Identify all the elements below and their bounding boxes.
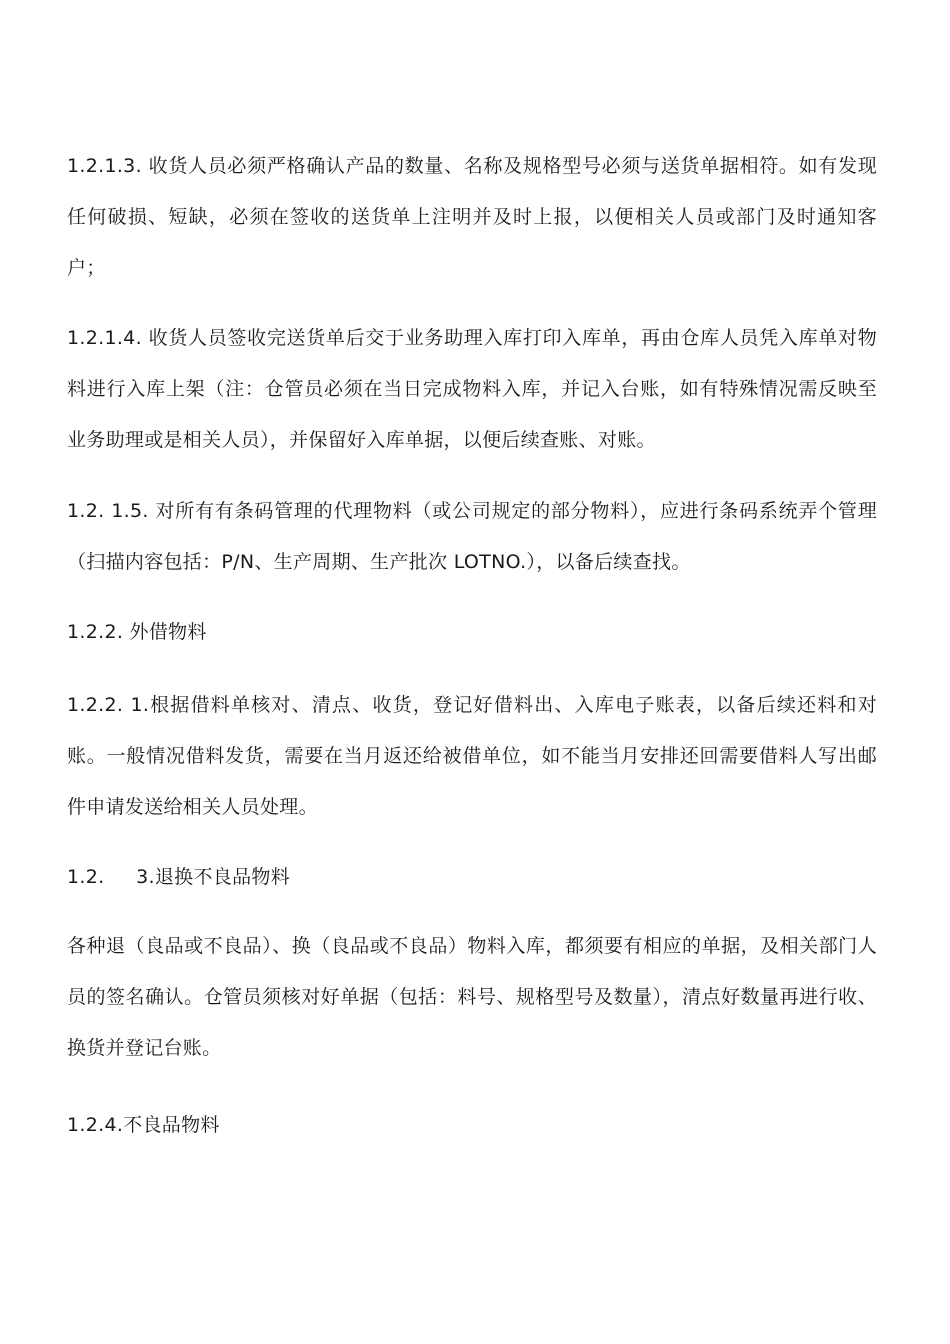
heading-1-2-4: 1.2.4.不良品物料 [67,1114,220,1136]
paragraph-1-2-1-3: 1.2.1.3. 收货人员必须严格确认产品的数量、名称及规格型号必须与送货单据相符。如有发现任何破损、短缺，必须在签收的送货单上注明并及时上报，以便相关人员或部门及时通知客户； [67,155,877,279]
paragraph-returns: 各种退（良品或不良品）、换（良品或不良品）物料入库，都须要有相应的单据，及相关部门人员的签名确认。仓管员须核对好单据（包括：料号、规格型号及数量），清点好数量再进行收、换货并登记台账。 [67,935,877,1059]
paragraph-1-2-1-5: 1.2. 1.5. 对所有有条码管理的代理物料（或公司规定的部分物料），应进行条码系统弄个管理（扫描内容包括：P/N、生产周期、生产批次 LOTNO.），以备后续查找。 [67,500,877,573]
heading-1-2-3: 1.2. 3.退换不良品物料 [67,866,290,888]
paragraph-1-2-2-1: 1.2.2. 1.根据借料单核对、清点、收货，登记好借料出、入库电子账表，以备后续还料和对账。一般情况借料发货，需要在当月返还给被借单位，如不能当月安排还回需要借料人写出邮件申请发送给相关人员处理。 [67,694,877,818]
heading-1-2-2: 1.2.2. 外借物料 [67,621,207,643]
paragraph-1-2-1-4: 1.2.1.4. 收货人员签收完送货单后交于业务助理入库打印入库单，再由仓库人员凭入库单对物料进行入库上架（注：仓管员必须在当日完成物料入库，并记入台账，如有特殊情况需反映至业务助理或是相关人员），并保留好入库单据，以便后续查账、对账。 [67,327,877,451]
